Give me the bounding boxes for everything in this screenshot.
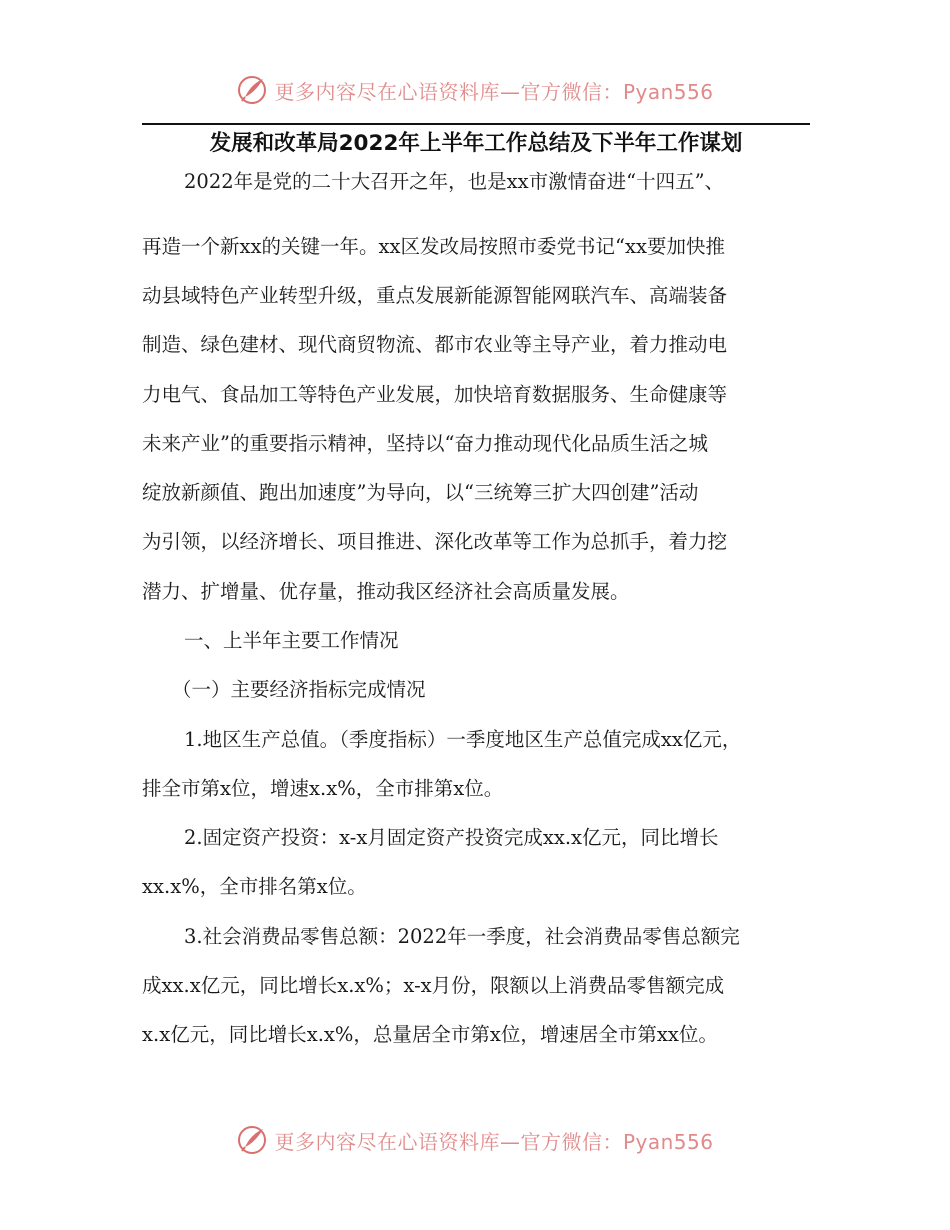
list-item: 3.社会消费品零售总额：2022年一季度，社会消费品零售总额完 <box>184 925 740 948</box>
paragraph-line: 2022年是党的二十大召开之年，也是xx市激情奋进“十四五”、 <box>184 170 725 193</box>
list-item-continuation: xx.x%，全市排名第x位。 <box>142 875 367 898</box>
banner-text: 更多内容尽在心语资料库—官方微信：Pyan556 <box>274 79 714 104</box>
list-item: 2.固定资产投资：x-x月固定资产投资完成xx.x亿元，同比增长 <box>184 826 719 849</box>
section-heading: 一、上半年主要工作情况 <box>184 629 399 652</box>
quill-pen-logo-icon <box>236 1124 268 1156</box>
list-item: 1.地区生产总值。（季度指标）一季度地区生产总值完成xx亿元， <box>184 728 742 751</box>
paragraph-line: 再造一个新xx的关键一年。xx区发改局按照市委党书记“xx要加快推 <box>142 235 725 258</box>
paragraph-line: 潜力、扩增量、优存量，推动我区经济社会高质量发展。 <box>142 580 630 603</box>
paragraph-line: 制造、绿色建材、现代商贸物流、都市农业等主导产业，着力推动电 <box>142 333 728 356</box>
paragraph-line: 绽放新颜值、跑出加速度”为导向，以“三统筹三扩大四创建”活动 <box>142 481 699 504</box>
list-item-continuation: 排全市第x位，增速x.x%，全市排第x位。 <box>142 777 504 800</box>
paragraph-line: 力电气、食品加工等特色产业发展，加快培育数据服务、生命健康等 <box>142 383 728 406</box>
footer-banner <box>0 1120 950 1160</box>
paragraph-line: 未来产业”的重要指示精神，坚持以“奋力推动现代化品质生活之城 <box>142 432 708 455</box>
subsection-heading: （一）主要经济指标完成情况 <box>172 678 426 701</box>
paragraph-line: 动县域特色产业转型升级，重点发展新能源智能网联汽车、高端装备 <box>142 284 728 307</box>
list-item-continuation: x.x亿元，同比增长x.x%，总量居全市第x位，增速居全市第xx位。 <box>142 1023 718 1046</box>
banner-text: 更多内容尽在心语资料库—官方微信：Pyan556 <box>274 1129 714 1154</box>
quill-pen-logo-icon <box>236 74 268 106</box>
header-banner <box>0 70 950 110</box>
list-item-continuation: 成xx.x亿元，同比增长x.x%；x-x月份，限额以上消费品零售额完成 <box>142 974 725 997</box>
header-divider <box>142 123 810 125</box>
paragraph-line: 为引领，以经济增长、项目推进、深化改革等工作为总抓手，着力挖 <box>142 530 728 553</box>
document-title: 发展和改革局2022年上半年工作总结及下半年工作谋划 <box>209 131 743 156</box>
